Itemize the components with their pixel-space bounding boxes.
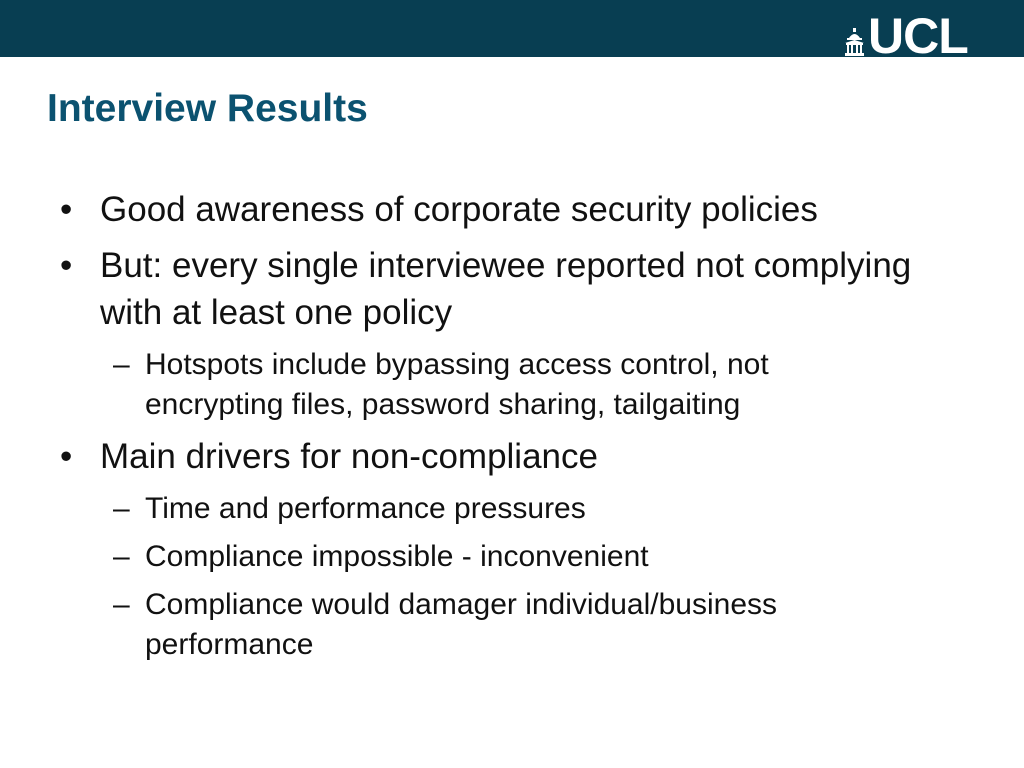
portico-icon (845, 28, 864, 56)
bullet-text: Main drivers for non-compliance (100, 437, 598, 476)
dash-marker: – (113, 540, 130, 573)
dash-marker: – (113, 348, 130, 381)
sub-bullet-text: Hotspots include bypassing access control, not encrypting files, password sharing, tailgaiting (145, 348, 769, 421)
bullet-text: But: every single interviewee reported not complying with at least one policy (100, 246, 912, 332)
dash-marker: – (113, 492, 130, 525)
sub-bullet-text: Compliance impossible - inconvenient (145, 540, 649, 573)
bullet-item (0, 186, 940, 233)
bullet-marker: • (60, 437, 73, 476)
bullet-marker: • (60, 190, 73, 229)
sub-bullet-item (0, 585, 885, 665)
bullet-marker: • (60, 246, 73, 285)
ucl-logo (845, 8, 968, 64)
bullet-text: Good awareness of corporate security policies (100, 190, 818, 229)
dash-marker: – (113, 588, 130, 621)
sub-bullet-text: Time and performance pressures (145, 492, 586, 525)
slide-title: Interview Results (47, 87, 368, 130)
header-band (0, 0, 1024, 64)
sub-bullet-item (0, 489, 885, 529)
sub-bullet-item (0, 537, 885, 577)
bullet-item (0, 242, 940, 336)
sub-bullet-text: Compliance would damager individual/business performance (145, 588, 778, 661)
sub-bullet-item (0, 345, 885, 425)
logo-text: UCL (868, 8, 968, 64)
bullet-list (0, 186, 1024, 673)
bullet-item (0, 433, 940, 480)
